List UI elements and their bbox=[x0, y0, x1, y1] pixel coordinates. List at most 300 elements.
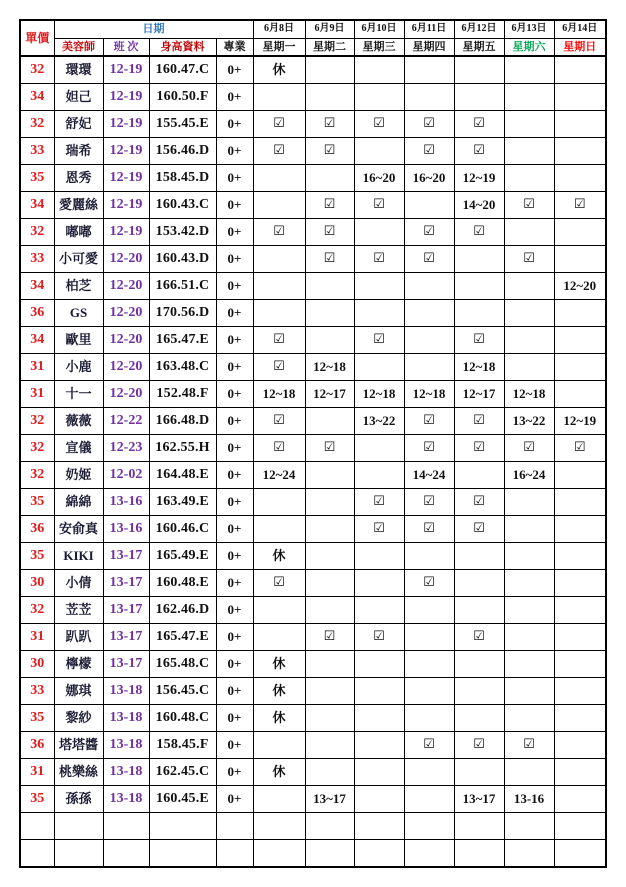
shift-cell: 13-17 bbox=[103, 543, 149, 570]
table-row bbox=[20, 462, 606, 489]
stylist-name: 愛麗絲 bbox=[54, 192, 103, 219]
skill-cell: 0+ bbox=[216, 543, 253, 570]
stylist-name: 小鹿 bbox=[54, 354, 103, 381]
profile-cell: 152.48.F bbox=[149, 381, 216, 408]
day-cell bbox=[504, 678, 554, 705]
checkbox-checked-icon: ☑ bbox=[454, 408, 504, 435]
checkbox-checked-icon: ☑ bbox=[305, 435, 354, 462]
day-cell: 12~18 bbox=[305, 354, 354, 381]
empty-cell bbox=[404, 813, 454, 840]
profile-cell: 156.46.D bbox=[149, 138, 216, 165]
profile-cell: 165.48.C bbox=[149, 651, 216, 678]
price-cell: 35 bbox=[20, 489, 54, 516]
empty-cell bbox=[454, 840, 504, 867]
day-cell bbox=[554, 165, 606, 192]
day-cell bbox=[305, 651, 354, 678]
table-row bbox=[20, 732, 606, 759]
checkbox-checked-icon: ☑ bbox=[354, 192, 404, 219]
price-cell: 31 bbox=[20, 354, 54, 381]
day-cell bbox=[305, 327, 354, 354]
day-cell bbox=[454, 705, 504, 732]
skill-cell: 0+ bbox=[216, 56, 253, 84]
skill-cell: 0+ bbox=[216, 705, 253, 732]
day-cell bbox=[554, 516, 606, 543]
checkbox-checked-icon: ☑ bbox=[305, 111, 354, 138]
checkbox-checked-icon: ☑ bbox=[504, 246, 554, 273]
day-cell bbox=[554, 111, 606, 138]
table-row bbox=[20, 543, 606, 570]
day-cell bbox=[554, 759, 606, 786]
table-row bbox=[20, 84, 606, 111]
checkbox-checked-icon: ☑ bbox=[454, 138, 504, 165]
day-cell bbox=[404, 543, 454, 570]
day-cell bbox=[554, 651, 606, 678]
skill-cell: 0+ bbox=[216, 570, 253, 597]
checkbox-checked-icon: ☑ bbox=[305, 192, 354, 219]
empty-cell bbox=[149, 840, 216, 867]
shift-cell: 12-20 bbox=[103, 381, 149, 408]
day-cell bbox=[554, 56, 606, 84]
stylist-name: 嘟嘟 bbox=[54, 219, 103, 246]
day-cell bbox=[554, 138, 606, 165]
shift-cell: 12-19 bbox=[103, 138, 149, 165]
day-cell: 16~20 bbox=[354, 165, 404, 192]
day-cell bbox=[454, 570, 504, 597]
day-cell bbox=[253, 192, 305, 219]
price-cell: 34 bbox=[20, 273, 54, 300]
day-cell bbox=[554, 246, 606, 273]
day-cell bbox=[554, 300, 606, 327]
day-cell bbox=[253, 273, 305, 300]
checkbox-checked-icon: ☑ bbox=[354, 246, 404, 273]
day-cell bbox=[504, 543, 554, 570]
price-header: 單價 bbox=[20, 20, 54, 56]
day-cell bbox=[554, 705, 606, 732]
day-cell bbox=[504, 111, 554, 138]
day-cell bbox=[504, 56, 554, 84]
stylist-name: 歐里 bbox=[54, 327, 103, 354]
day-cell: 13~17 bbox=[305, 786, 354, 813]
day-cell bbox=[404, 327, 454, 354]
profile-cell: 158.45.F bbox=[149, 732, 216, 759]
day-cell bbox=[305, 732, 354, 759]
checkbox-checked-icon: ☑ bbox=[454, 516, 504, 543]
day-cell: 休 bbox=[253, 759, 305, 786]
day-cell bbox=[404, 300, 454, 327]
day-cell bbox=[354, 570, 404, 597]
day-cell bbox=[253, 516, 305, 543]
day-cell: 16~20 bbox=[404, 165, 454, 192]
day-cell bbox=[504, 624, 554, 651]
shift-cell: 13-17 bbox=[103, 624, 149, 651]
skill-header: 專業 bbox=[216, 38, 253, 56]
empty-cell bbox=[20, 813, 54, 840]
day-cell bbox=[454, 678, 504, 705]
table-row bbox=[20, 56, 606, 84]
checkbox-checked-icon: ☑ bbox=[404, 435, 454, 462]
empty-cell bbox=[149, 813, 216, 840]
day-cell: 12~19 bbox=[454, 165, 504, 192]
day-cell: 14~24 bbox=[404, 462, 454, 489]
price-cell: 35 bbox=[20, 165, 54, 192]
shift-cell: 13-18 bbox=[103, 732, 149, 759]
shift-cell: 13-16 bbox=[103, 489, 149, 516]
stylist-name: 妲己 bbox=[54, 84, 103, 111]
stylist-header: 美容師 bbox=[54, 38, 103, 56]
table-row bbox=[20, 624, 606, 651]
day-cell bbox=[354, 462, 404, 489]
skill-cell: 0+ bbox=[216, 273, 253, 300]
checkbox-checked-icon: ☑ bbox=[404, 246, 454, 273]
checkbox-checked-icon: ☑ bbox=[454, 327, 504, 354]
weekday-header: 星期一 bbox=[253, 38, 305, 56]
skill-cell: 0+ bbox=[216, 246, 253, 273]
checkbox-checked-icon: ☑ bbox=[404, 219, 454, 246]
day-cell bbox=[354, 543, 404, 570]
checkbox-checked-icon: ☑ bbox=[404, 732, 454, 759]
day-cell bbox=[404, 705, 454, 732]
day-date-header: 6月10日 bbox=[354, 20, 404, 38]
shift-cell: 12-19 bbox=[103, 219, 149, 246]
price-cell: 32 bbox=[20, 597, 54, 624]
day-cell bbox=[504, 597, 554, 624]
day-cell: 休 bbox=[253, 705, 305, 732]
day-cell bbox=[404, 84, 454, 111]
weekday-header: 星期五 bbox=[454, 38, 504, 56]
profile-cell: 156.45.C bbox=[149, 678, 216, 705]
checkbox-checked-icon: ☑ bbox=[404, 570, 454, 597]
day-cell bbox=[305, 705, 354, 732]
day-cell bbox=[404, 597, 454, 624]
profile-cell: 160.45.E bbox=[149, 786, 216, 813]
empty-cell bbox=[253, 813, 305, 840]
empty-cell bbox=[404, 840, 454, 867]
price-cell: 34 bbox=[20, 192, 54, 219]
day-cell bbox=[504, 651, 554, 678]
day-cell bbox=[404, 56, 454, 84]
stylist-name: 趴趴 bbox=[54, 624, 103, 651]
stylist-name: 環環 bbox=[54, 56, 103, 84]
profile-cell: 162.46.D bbox=[149, 597, 216, 624]
day-cell bbox=[305, 408, 354, 435]
day-cell bbox=[354, 300, 404, 327]
day-cell bbox=[253, 489, 305, 516]
skill-cell: 0+ bbox=[216, 462, 253, 489]
schedule-table bbox=[19, 19, 607, 868]
table-row bbox=[20, 273, 606, 300]
day-cell bbox=[404, 354, 454, 381]
skill-cell: 0+ bbox=[216, 786, 253, 813]
day-cell bbox=[504, 138, 554, 165]
table-row bbox=[20, 489, 606, 516]
stylist-name: 塔塔醬 bbox=[54, 732, 103, 759]
profile-cell: 162.45.C bbox=[149, 759, 216, 786]
checkbox-checked-icon: ☑ bbox=[253, 138, 305, 165]
day-cell bbox=[454, 462, 504, 489]
day-cell: 12~18 bbox=[253, 381, 305, 408]
profile-cell: 163.48.C bbox=[149, 354, 216, 381]
empty-cell bbox=[103, 840, 149, 867]
price-cell: 32 bbox=[20, 111, 54, 138]
price-cell: 32 bbox=[20, 219, 54, 246]
day-date-header: 6月11日 bbox=[404, 20, 454, 38]
table-row bbox=[20, 516, 606, 543]
day-date-header: 6月12日 bbox=[454, 20, 504, 38]
day-cell: 12~17 bbox=[454, 381, 504, 408]
day-date-header: 6月8日 bbox=[253, 20, 305, 38]
day-cell: 休 bbox=[253, 56, 305, 84]
checkbox-checked-icon: ☑ bbox=[454, 489, 504, 516]
day-cell: 12~20 bbox=[554, 273, 606, 300]
day-cell bbox=[354, 273, 404, 300]
day-cell bbox=[305, 273, 354, 300]
table-row bbox=[20, 705, 606, 732]
checkbox-checked-icon: ☑ bbox=[305, 624, 354, 651]
day-cell bbox=[504, 219, 554, 246]
empty-cell bbox=[54, 813, 103, 840]
price-cell: 35 bbox=[20, 543, 54, 570]
day-date-header: 6月9日 bbox=[305, 20, 354, 38]
day-cell bbox=[554, 732, 606, 759]
table-row bbox=[20, 651, 606, 678]
checkbox-checked-icon: ☑ bbox=[454, 624, 504, 651]
checkbox-checked-icon: ☑ bbox=[454, 111, 504, 138]
empty-cell bbox=[216, 813, 253, 840]
day-cell bbox=[404, 759, 454, 786]
day-date-header: 6月14日 bbox=[554, 20, 606, 38]
profile-cell: 166.48.D bbox=[149, 408, 216, 435]
day-cell bbox=[554, 462, 606, 489]
table-header bbox=[20, 20, 606, 56]
stylist-name: 黎紗 bbox=[54, 705, 103, 732]
empty-cell bbox=[354, 813, 404, 840]
day-cell: 12~18 bbox=[354, 381, 404, 408]
day-cell bbox=[454, 84, 504, 111]
day-cell bbox=[454, 246, 504, 273]
profile-cell: 166.51.C bbox=[149, 273, 216, 300]
profile-cell: 160.46.C bbox=[149, 516, 216, 543]
table-row bbox=[20, 327, 606, 354]
shift-cell: 13-18 bbox=[103, 759, 149, 786]
checkbox-checked-icon: ☑ bbox=[404, 111, 454, 138]
skill-cell: 0+ bbox=[216, 327, 253, 354]
profile-cell: 160.50.F bbox=[149, 84, 216, 111]
empty-cell bbox=[103, 813, 149, 840]
day-cell bbox=[305, 516, 354, 543]
skill-cell: 0+ bbox=[216, 354, 253, 381]
day-cell bbox=[454, 300, 504, 327]
day-cell bbox=[404, 651, 454, 678]
stylist-name: 安俞真 bbox=[54, 516, 103, 543]
price-cell: 34 bbox=[20, 327, 54, 354]
empty-cell bbox=[253, 840, 305, 867]
empty-cell bbox=[216, 840, 253, 867]
price-cell: 32 bbox=[20, 462, 54, 489]
day-cell bbox=[354, 56, 404, 84]
day-cell bbox=[253, 597, 305, 624]
empty-cell bbox=[504, 813, 554, 840]
day-cell bbox=[504, 354, 554, 381]
day-cell: 休 bbox=[253, 678, 305, 705]
stylist-name: 十一 bbox=[54, 381, 103, 408]
day-cell bbox=[305, 543, 354, 570]
checkbox-checked-icon: ☑ bbox=[504, 732, 554, 759]
empty-cell bbox=[54, 840, 103, 867]
checkbox-checked-icon: ☑ bbox=[404, 516, 454, 543]
table-row bbox=[20, 219, 606, 246]
price-cell: 34 bbox=[20, 84, 54, 111]
table-row bbox=[20, 597, 606, 624]
profile-cell: 162.55.H bbox=[149, 435, 216, 462]
day-cell bbox=[504, 705, 554, 732]
price-cell: 30 bbox=[20, 570, 54, 597]
day-cell: 休 bbox=[253, 651, 305, 678]
day-cell bbox=[305, 300, 354, 327]
day-cell: 13~17 bbox=[454, 786, 504, 813]
checkbox-checked-icon: ☑ bbox=[253, 354, 305, 381]
checkbox-checked-icon: ☑ bbox=[253, 408, 305, 435]
skill-cell: 0+ bbox=[216, 408, 253, 435]
day-cell bbox=[504, 489, 554, 516]
price-cell: 33 bbox=[20, 138, 54, 165]
shift-cell: 12-20 bbox=[103, 354, 149, 381]
weekday-header-saturday: 星期六 bbox=[504, 38, 554, 56]
profile-cell: 160.47.C bbox=[149, 56, 216, 84]
date-header: 日期 bbox=[54, 20, 253, 38]
day-cell: 13~22 bbox=[354, 408, 404, 435]
stylist-name: 瑞希 bbox=[54, 138, 103, 165]
day-cell bbox=[504, 327, 554, 354]
table-row bbox=[20, 435, 606, 462]
shift-cell: 13-17 bbox=[103, 651, 149, 678]
table-row bbox=[20, 408, 606, 435]
profile-cell: 160.43.D bbox=[149, 246, 216, 273]
empty-cell bbox=[504, 840, 554, 867]
stylist-name: 恩秀 bbox=[54, 165, 103, 192]
profile-header: 身高資料 bbox=[149, 38, 216, 56]
shift-cell: 12-19 bbox=[103, 111, 149, 138]
skill-cell: 0+ bbox=[216, 624, 253, 651]
shift-cell: 13-18 bbox=[103, 705, 149, 732]
profile-cell: 153.42.D bbox=[149, 219, 216, 246]
shift-cell: 12-02 bbox=[103, 462, 149, 489]
day-cell bbox=[354, 732, 404, 759]
profile-cell: 160.48.C bbox=[149, 705, 216, 732]
skill-cell: 0+ bbox=[216, 489, 253, 516]
profile-cell: 165.49.E bbox=[149, 543, 216, 570]
price-cell: 33 bbox=[20, 678, 54, 705]
checkbox-checked-icon: ☑ bbox=[554, 192, 606, 219]
day-cell bbox=[253, 165, 305, 192]
checkbox-checked-icon: ☑ bbox=[305, 246, 354, 273]
table-row bbox=[20, 678, 606, 705]
table-row bbox=[20, 300, 606, 327]
skill-cell: 0+ bbox=[216, 111, 253, 138]
empty-cell bbox=[354, 840, 404, 867]
checkbox-checked-icon: ☑ bbox=[504, 192, 554, 219]
day-cell bbox=[354, 138, 404, 165]
stylist-name: 柏芝 bbox=[54, 273, 103, 300]
day-cell bbox=[354, 435, 404, 462]
checkbox-checked-icon: ☑ bbox=[404, 489, 454, 516]
shift-cell: 12-19 bbox=[103, 84, 149, 111]
day-cell bbox=[305, 678, 354, 705]
day-cell bbox=[454, 273, 504, 300]
stylist-name: 小可愛 bbox=[54, 246, 103, 273]
table-body bbox=[20, 56, 606, 867]
day-cell bbox=[253, 246, 305, 273]
skill-cell: 0+ bbox=[216, 651, 253, 678]
weekday-header-sunday: 星期日 bbox=[554, 38, 606, 56]
checkbox-checked-icon: ☑ bbox=[554, 435, 606, 462]
day-cell bbox=[554, 624, 606, 651]
checkbox-checked-icon: ☑ bbox=[354, 327, 404, 354]
checkbox-checked-icon: ☑ bbox=[253, 435, 305, 462]
day-date-header: 6月13日 bbox=[504, 20, 554, 38]
day-cell bbox=[253, 786, 305, 813]
shift-cell: 13-17 bbox=[103, 597, 149, 624]
checkbox-checked-icon: ☑ bbox=[454, 732, 504, 759]
day-cell bbox=[454, 651, 504, 678]
shift-cell: 12-20 bbox=[103, 327, 149, 354]
shift-cell: 12-23 bbox=[103, 435, 149, 462]
day-cell bbox=[404, 273, 454, 300]
profile-cell: 165.47.E bbox=[149, 327, 216, 354]
day-cell bbox=[305, 462, 354, 489]
stylist-name: 奶姬 bbox=[54, 462, 103, 489]
stylist-name: 宣儀 bbox=[54, 435, 103, 462]
skill-cell: 0+ bbox=[216, 597, 253, 624]
shift-cell: 13-18 bbox=[103, 678, 149, 705]
day-cell bbox=[354, 354, 404, 381]
day-cell bbox=[305, 84, 354, 111]
profile-cell: 164.48.E bbox=[149, 462, 216, 489]
checkbox-checked-icon: ☑ bbox=[354, 516, 404, 543]
price-cell: 33 bbox=[20, 246, 54, 273]
day-cell: 12~24 bbox=[253, 462, 305, 489]
skill-cell: 0+ bbox=[216, 300, 253, 327]
day-cell bbox=[305, 489, 354, 516]
skill-cell: 0+ bbox=[216, 138, 253, 165]
stylist-name: 舒妃 bbox=[54, 111, 103, 138]
day-cell bbox=[554, 327, 606, 354]
table-row bbox=[20, 111, 606, 138]
price-cell: 31 bbox=[20, 624, 54, 651]
day-cell: 休 bbox=[253, 543, 305, 570]
table-row-empty bbox=[20, 813, 606, 840]
day-cell bbox=[354, 651, 404, 678]
stylist-name: 綿綿 bbox=[54, 489, 103, 516]
header-row-dates bbox=[20, 20, 606, 38]
day-cell bbox=[454, 543, 504, 570]
checkbox-checked-icon: ☑ bbox=[253, 327, 305, 354]
skill-cell: 0+ bbox=[216, 759, 253, 786]
skill-cell: 0+ bbox=[216, 381, 253, 408]
stylist-name: 桃樂絲 bbox=[54, 759, 103, 786]
day-cell bbox=[454, 56, 504, 84]
day-cell bbox=[554, 354, 606, 381]
table-row bbox=[20, 165, 606, 192]
skill-cell: 0+ bbox=[216, 516, 253, 543]
shift-cell: 13-16 bbox=[103, 516, 149, 543]
price-cell: 31 bbox=[20, 759, 54, 786]
shift-cell: 12-20 bbox=[103, 300, 149, 327]
shift-cell: 12-20 bbox=[103, 273, 149, 300]
day-cell bbox=[305, 597, 354, 624]
checkbox-checked-icon: ☑ bbox=[354, 624, 404, 651]
day-cell bbox=[305, 570, 354, 597]
day-cell bbox=[354, 84, 404, 111]
